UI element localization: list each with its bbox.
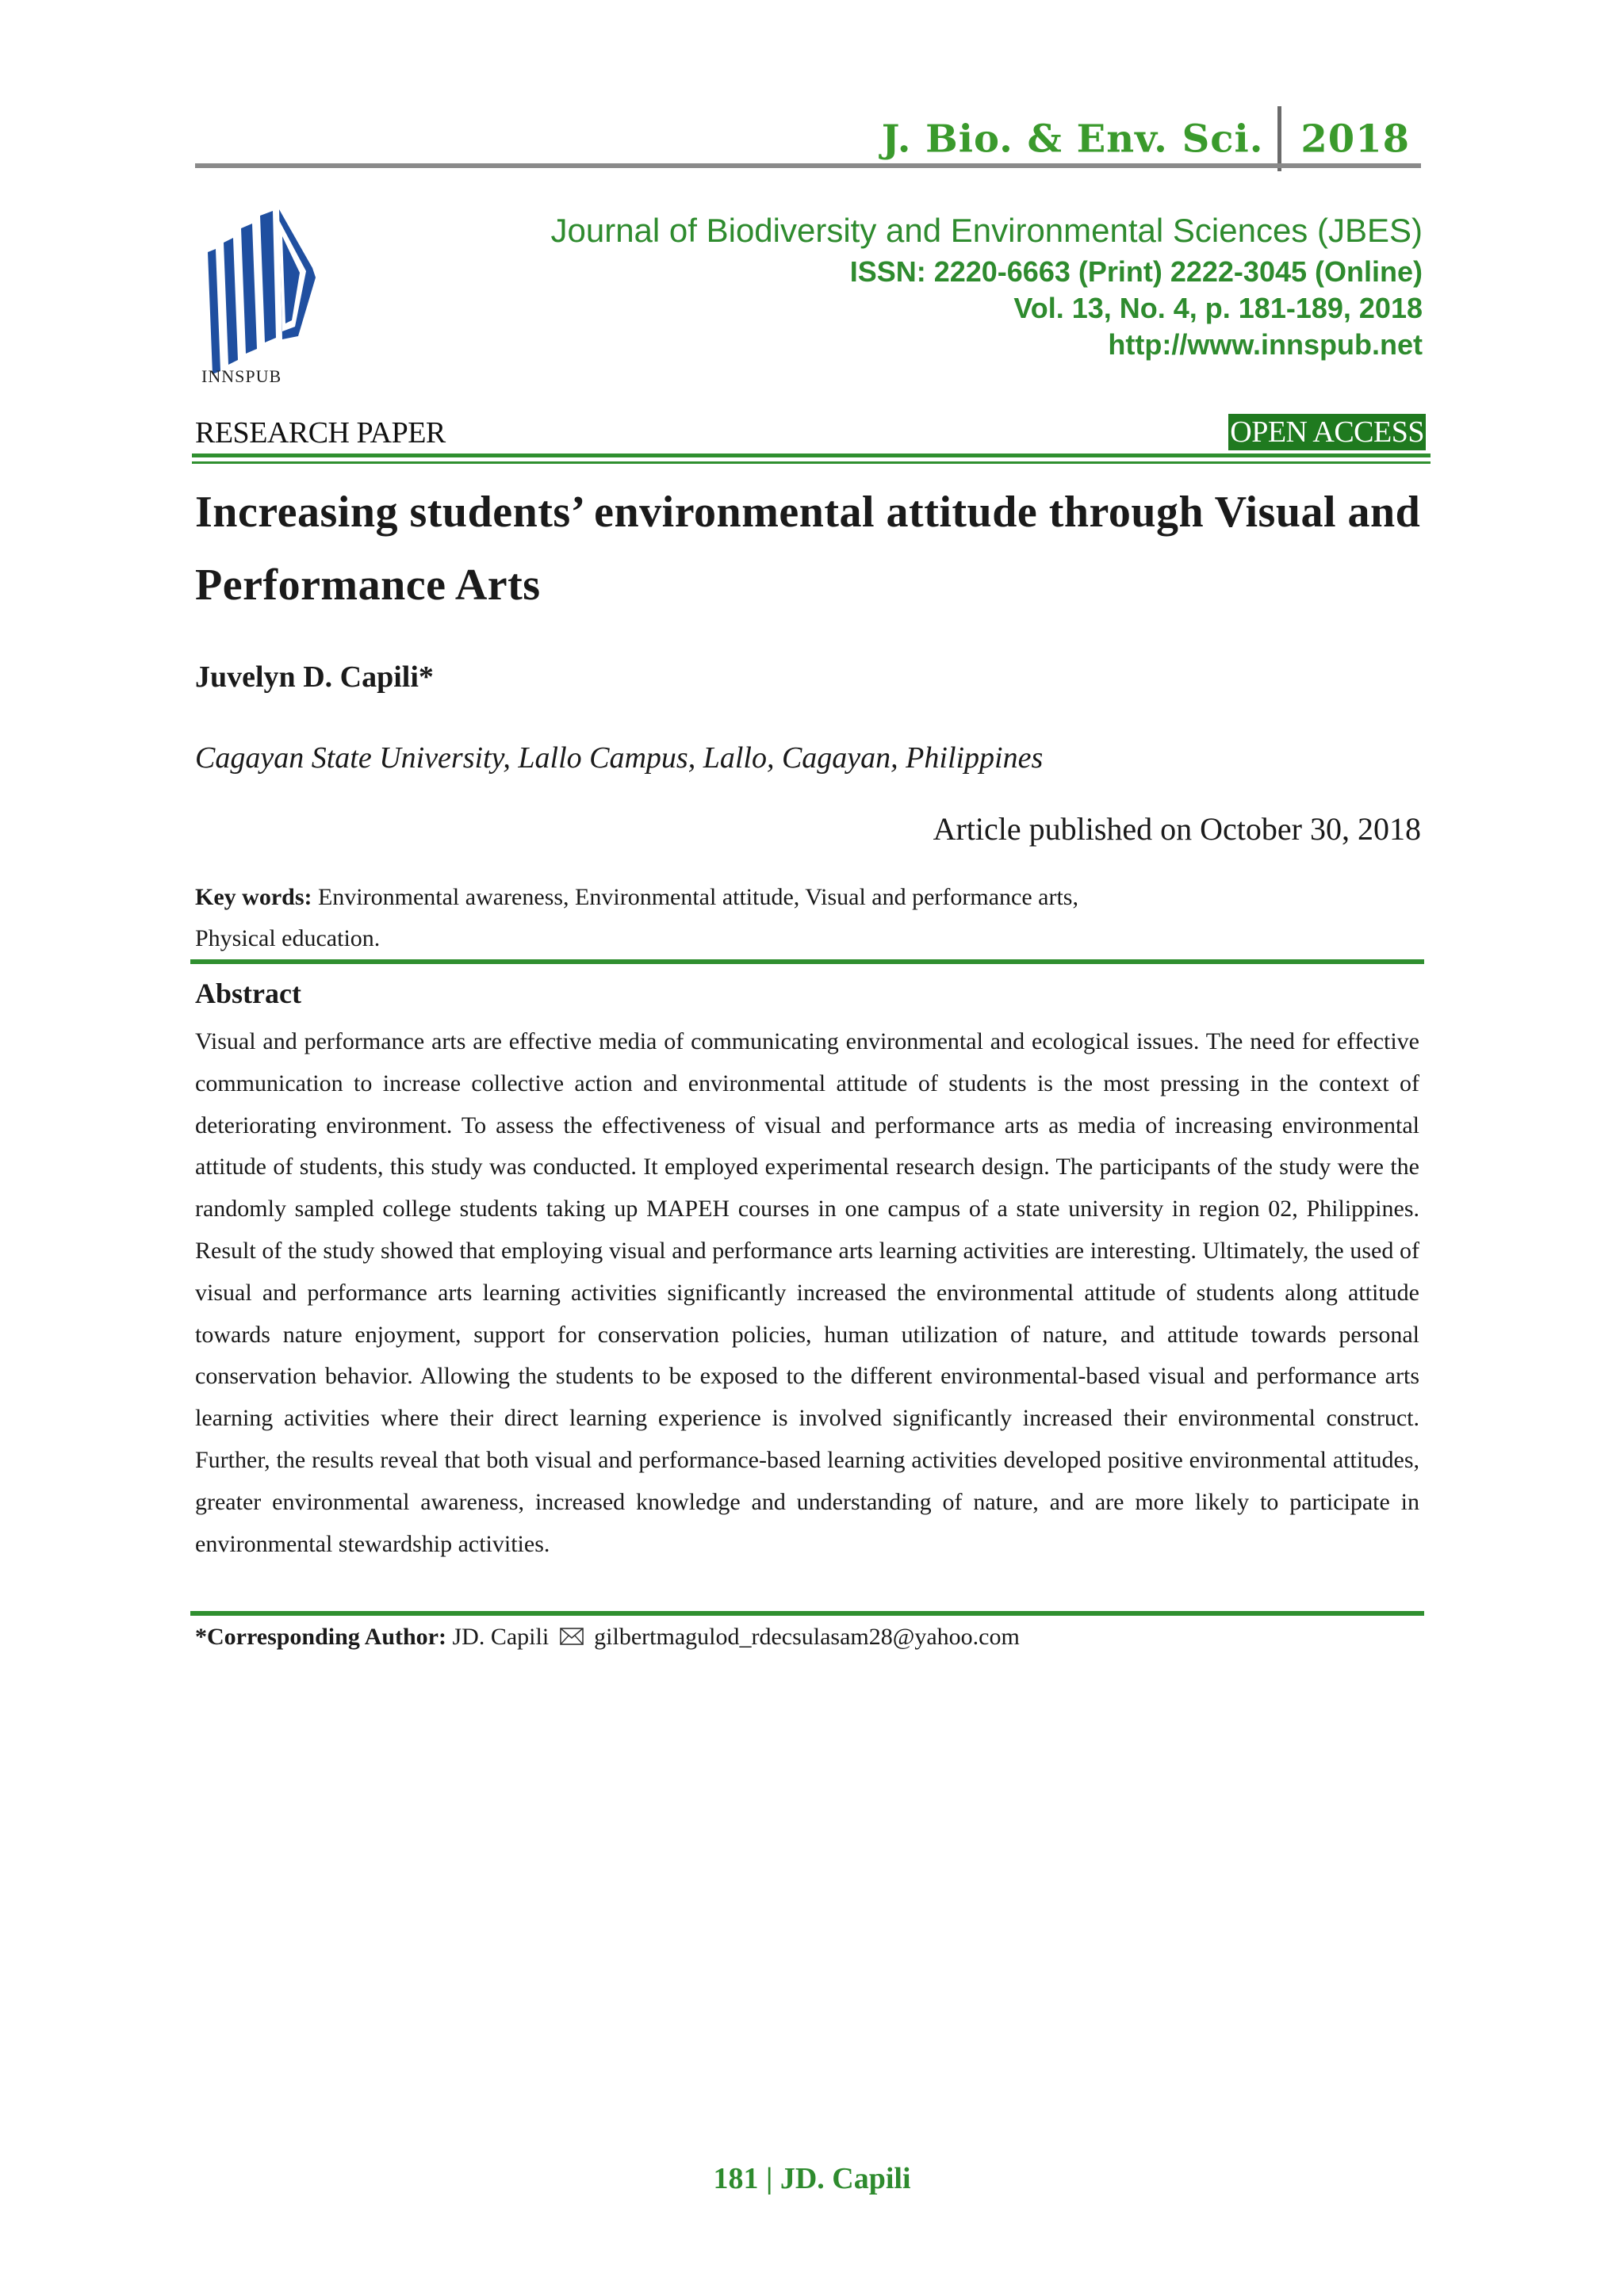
keywords-label: Key words: <box>195 884 312 910</box>
header-year: 2018 <box>1300 117 1410 162</box>
corresponding-name: JD. Capili <box>452 1624 550 1650</box>
section-rule-thick <box>192 453 1431 457</box>
header-rule <box>195 163 1421 168</box>
open-access-badge: OPEN ACCESS <box>1230 415 1424 449</box>
author-affiliation: Cagayan State University, Lallo Campus, Lallo, Cagayan, Philippines <box>195 741 1044 775</box>
page-footer: 181 | JD. Capili <box>713 2162 911 2195</box>
paper-title: Increasing students’ environmental attitude through Visual and Performance Arts <box>195 488 1421 610</box>
abstract-top-rule <box>190 959 1424 964</box>
journal-volume: Vol. 13, No. 4, p. 181-189, 2018 <box>1013 292 1423 324</box>
keywords-text: Environmental awareness, Environmental attitude, Visual and performance arts, <box>317 884 1078 910</box>
book-stack-icon <box>197 205 317 388</box>
keywords-text-line2: Physical education. <box>195 925 381 951</box>
abstract-body: Visual and performance arts are effective media of communicating environmental and ecological issues. The need for effective communication to increase collective action and environmental attitude of students is the most pressing in the context of deteriorating environment. To assess the effectiveness of visual and performance arts as media of increasing environmental attitude of students, this study was conducted. It employed experimental research design. The participants of the study were the randomly sampled college students taking up MAPEH courses in one campus of a state university in region 02, Philippines. Result of the study showed that employing visual and performance arts learning activities are interesting. Ultimately, the used of visual and performance arts learning activities significantly increased the environmental attitude of students along attitude towards nature enjoyment, support for conservation policies, human utilization of nature, and attitude towards personal conservation behavior. Allowing the students to be exposed to the different environmental-based visual and performance arts learning activities where their direct learning experience is involved significantly increased their environmental construct. Further, the results reveal that both visual and performance-based learning activities developed positive environmental attitudes, greater environmental awareness, increased knowledge and understanding of nature, and are more likely to participate in environmental stewardship activities. <box>195 1028 1419 1557</box>
journal-abbrev: J. Bio. & Env. Sci. <box>881 117 1264 162</box>
envelope-icon <box>560 1628 584 1645</box>
abstract-heading: Abstract <box>195 978 301 1009</box>
header-separator <box>1277 106 1281 171</box>
corresponding-label: *Corresponding Author: <box>195 1624 446 1650</box>
corresponding-author <box>195 1624 1020 1651</box>
author-name: Juvelyn D. Capili* <box>195 660 434 694</box>
publication-date: Article published on October 30, 2018 <box>933 811 1421 847</box>
journal-url[interactable]: http://www.innspub.net <box>1108 328 1423 361</box>
journal-info <box>550 208 1423 363</box>
logo-label: INNSPUB <box>201 366 282 386</box>
keywords <box>195 877 1432 959</box>
section-rule-thin <box>192 461 1431 464</box>
abstract-bottom-rule <box>190 1611 1424 1616</box>
journal-issn: ISSN: 2220-6663 (Print) 2222-3045 (Online) <box>849 255 1423 288</box>
corresponding-email[interactable]: gilbertmagulod_rdecsulasam28@yahoo.com <box>594 1624 1020 1650</box>
journal-title: Journal of Biodiversity and Environmental Sciences (JBES) <box>550 212 1423 249</box>
article-type: RESEARCH PAPER <box>195 416 446 450</box>
